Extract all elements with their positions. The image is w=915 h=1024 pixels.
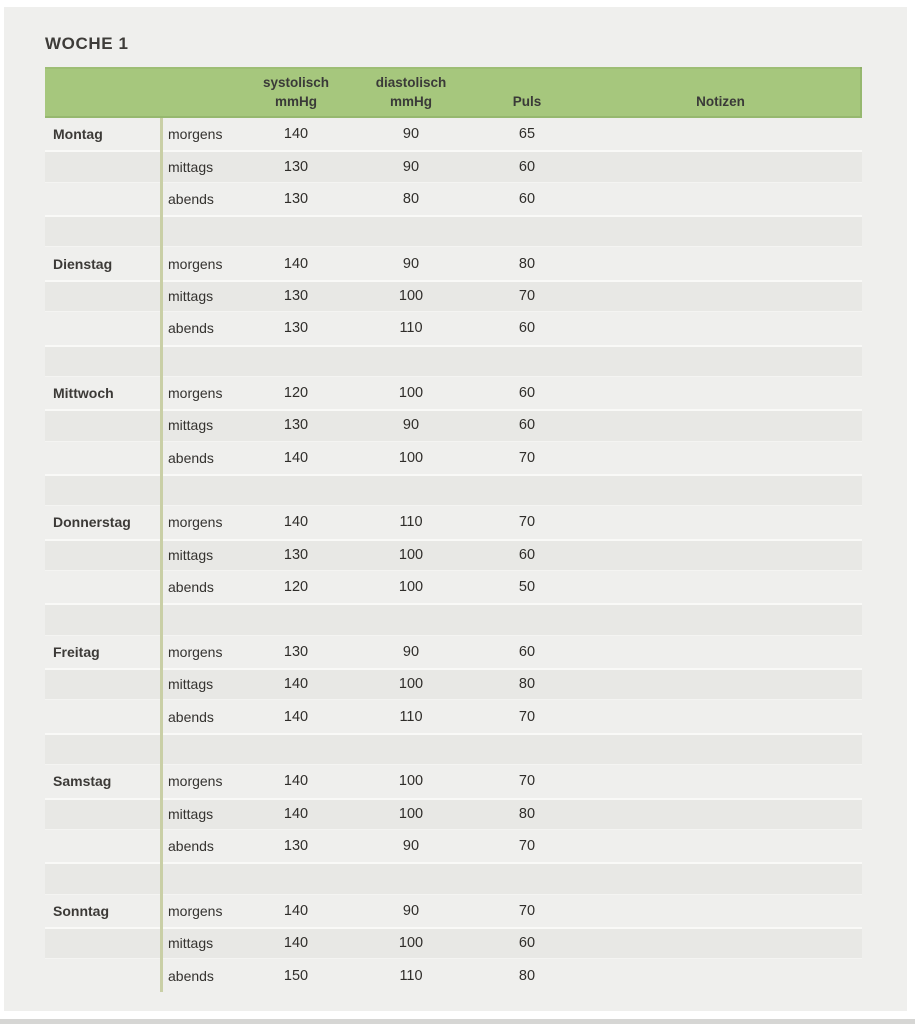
table-row (45, 118, 862, 150)
time-label: mittags (168, 158, 214, 175)
time-label: abends (168, 320, 214, 337)
time-cell (160, 806, 245, 822)
systolic-value: 140 (283, 935, 309, 952)
diastolic-value: 110 (399, 514, 423, 531)
diastolic-value: 110 (399, 320, 423, 337)
time-cell (160, 968, 245, 984)
time-label: mittags (168, 676, 214, 693)
time-cell (160, 126, 245, 142)
pulse-value: 65 (518, 126, 536, 143)
diastolic-value: 100 (398, 805, 424, 822)
header-time-column (160, 111, 245, 118)
day-cell (45, 256, 160, 272)
time-label: morgens (168, 514, 223, 531)
systolic-value: 140 (283, 449, 309, 466)
time-label: morgens (168, 255, 223, 272)
header-pulse: Puls (512, 94, 542, 109)
time-cell (160, 514, 245, 530)
pulse-value: 80 (518, 967, 536, 984)
time-label: mittags (168, 546, 214, 563)
systolic-value: 130 (283, 158, 309, 175)
pulse-value: 80 (518, 805, 536, 822)
pulse-value: 70 (518, 287, 536, 304)
table-row (45, 668, 862, 700)
systolic-value: 140 (283, 708, 309, 725)
systolic-value: 130 (283, 320, 309, 337)
spacer-row (45, 862, 862, 894)
pulse-value: 60 (518, 158, 536, 175)
day-cell (45, 903, 160, 919)
time-cell (160, 320, 245, 336)
diastolic-value: 90 (402, 417, 420, 434)
table-row (45, 927, 862, 959)
pulse-value: 70 (518, 902, 536, 919)
spacer-row (45, 345, 862, 377)
time-label: morgens (168, 385, 223, 402)
table-row (45, 636, 862, 668)
diastolic-value: 100 (398, 676, 424, 693)
time-label: abends (168, 579, 214, 596)
time-cell (160, 644, 245, 660)
time-cell (160, 385, 245, 401)
day-label: Freitag (53, 643, 100, 660)
pulse-value: 60 (518, 935, 536, 952)
time-cell (160, 288, 245, 304)
diastolic-value: 110 (399, 708, 423, 725)
page-title: WOCHE 1 (45, 34, 129, 53)
day-cell (45, 385, 160, 401)
time-label: abends (168, 449, 214, 466)
page-bottom-edge (0, 1019, 915, 1024)
spacer-row (45, 603, 862, 635)
time-cell (160, 159, 245, 175)
time-label: morgens (168, 773, 223, 790)
systolic-value: 140 (283, 805, 309, 822)
diastolic-value: 90 (402, 158, 420, 175)
time-cell (160, 417, 245, 433)
time-cell (160, 256, 245, 272)
pulse-value: 70 (518, 708, 536, 725)
time-label: abends (168, 967, 214, 984)
diastolic-value: 110 (399, 967, 423, 984)
time-cell (160, 903, 245, 919)
table-row (45, 830, 862, 862)
systolic-value: 130 (283, 417, 309, 434)
time-label: mittags (168, 417, 214, 434)
time-label: morgens (168, 902, 223, 919)
table-row (45, 312, 862, 344)
header-day-column (45, 111, 160, 118)
table-row (45, 765, 862, 797)
systolic-value: 130 (283, 190, 309, 207)
diastolic-value: 100 (398, 449, 424, 466)
systolic-value: 130 (283, 643, 309, 660)
day-label: Dienstag (53, 255, 113, 272)
day-label: Sonntag (53, 902, 109, 919)
table-row (45, 700, 862, 732)
systolic-value: 140 (283, 773, 309, 790)
time-cell (160, 709, 245, 725)
systolic-value: 130 (283, 287, 309, 304)
pulse-value: 60 (518, 546, 536, 563)
pulse-value: 80 (518, 255, 536, 272)
diastolic-value: 100 (398, 773, 424, 790)
day-cell (45, 773, 160, 789)
table-header-row (45, 67, 862, 118)
systolic-value: 140 (283, 255, 309, 272)
systolic-value: 140 (283, 676, 309, 693)
header-diastolic: diastolisch mmHg (375, 75, 447, 109)
diastolic-value: 100 (398, 385, 424, 402)
time-label: abends (168, 708, 214, 725)
time-label: morgens (168, 643, 223, 660)
table-row (45, 377, 862, 409)
day-cell (45, 514, 160, 530)
diastolic-value: 90 (402, 838, 420, 855)
day-label: Montag (53, 126, 103, 143)
time-cell (160, 838, 245, 854)
table-row (45, 409, 862, 441)
time-label: mittags (168, 287, 214, 304)
table-row (45, 150, 862, 182)
day-label: Samstag (53, 773, 112, 790)
time-cell (160, 935, 245, 951)
time-cell (160, 676, 245, 692)
time-label: abends (168, 190, 214, 207)
day-cell (45, 644, 160, 660)
time-label: mittags (168, 805, 214, 822)
systolic-value: 140 (283, 902, 309, 919)
pulse-value: 60 (518, 643, 536, 660)
table-row (45, 959, 862, 991)
systolic-value: 130 (283, 546, 309, 563)
pulse-value: 60 (518, 385, 536, 402)
header-systolic: systolisch mmHg (262, 75, 330, 109)
diastolic-value: 80 (402, 190, 420, 207)
time-cell (160, 579, 245, 595)
table-row (45, 506, 862, 538)
day-column-separator-line (160, 118, 163, 992)
diastolic-value: 90 (402, 126, 420, 143)
diastolic-value: 90 (402, 643, 420, 660)
spacer-row (45, 215, 862, 247)
diastolic-value: 100 (398, 546, 424, 563)
spacer-row (45, 474, 862, 506)
day-label: Mittwoch (53, 385, 114, 402)
table-row (45, 539, 862, 571)
time-cell (160, 450, 245, 466)
diastolic-value: 100 (398, 287, 424, 304)
pulse-value: 70 (518, 514, 536, 531)
table-row (45, 280, 862, 312)
diastolic-value: 100 (398, 579, 424, 596)
table-row (45, 798, 862, 830)
page-background (4, 7, 907, 1011)
systolic-value: 150 (283, 967, 309, 984)
pulse-value: 80 (518, 676, 536, 693)
systolic-value: 120 (283, 385, 309, 402)
spacer-row (45, 733, 862, 765)
systolic-value: 140 (283, 126, 309, 143)
table-row (45, 571, 862, 603)
blood-pressure-table (45, 67, 862, 992)
systolic-value: 140 (283, 514, 309, 531)
pulse-value: 70 (518, 773, 536, 790)
time-label: mittags (168, 935, 214, 952)
diastolic-value: 90 (402, 902, 420, 919)
time-cell (160, 773, 245, 789)
table-row (45, 895, 862, 927)
header-notes: Notizen (696, 94, 745, 109)
pulse-value: 70 (518, 449, 536, 466)
pulse-value: 60 (518, 190, 536, 207)
systolic-value: 120 (283, 579, 309, 596)
table-row (45, 442, 862, 474)
pulse-value: 70 (518, 838, 536, 855)
time-cell (160, 191, 245, 207)
day-cell (45, 126, 160, 142)
time-label: abends (168, 838, 214, 855)
pulse-value: 50 (518, 579, 536, 596)
diastolic-value: 90 (402, 255, 420, 272)
day-label: Donnerstag (53, 514, 131, 531)
table-body (45, 118, 862, 992)
diastolic-value: 100 (398, 935, 424, 952)
pulse-value: 60 (518, 320, 536, 337)
time-label: morgens (168, 126, 223, 143)
systolic-value: 130 (283, 838, 309, 855)
table-row (45, 183, 862, 215)
table-row (45, 247, 862, 279)
time-cell (160, 547, 245, 563)
pulse-value: 60 (518, 417, 536, 434)
